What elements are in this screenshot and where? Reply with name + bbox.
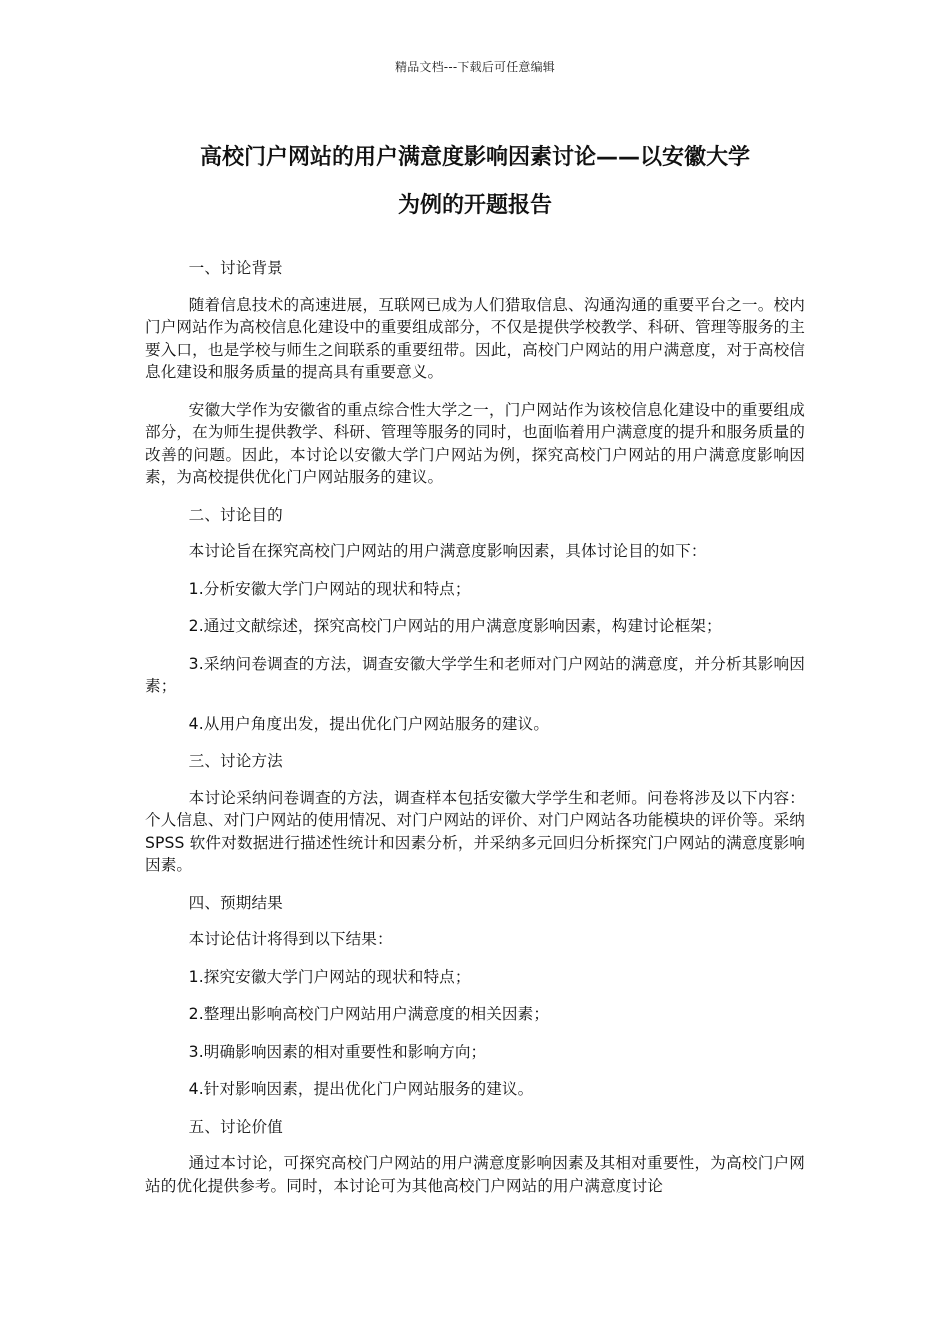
section-heading-background: 一、讨论背景 — [188, 259, 283, 277]
paragraph-background-2: 安徽大学作为安徽省的重点综合性大学之一，门户网站作为该校信息化建设中的重要组成部分，在为师生提供教学、科研、管理等服务的同时，也面临着用户满意度的提升和服务质量的改善的问题。因此，本讨论以安徽大学门户网站为例，探究高校门户网站的用户满意度影响因素，为高校提供优化门户网站服务的建议。 — [145, 400, 805, 486]
paragraph-background-1: 随着信息技术的高速进展，互联网已成为人们猎取信息、沟通沟通的重要平台之一。校内门户网站作为高校信息化建设中的重要组成部分，不仅是提供学校教学、科研、管理等服务的主要入口，也是学校与师生之间联系的重要纽带。因此，高校门户网站的用户满意度，对于高校信息化建设和服务质量的提高具有重要意义。 — [145, 295, 805, 381]
paragraph-value: 通过本讨论，可探究高校门户网站的用户满意度影响因素及其相对重要性，为高校门户网站的优化提供参考。同时，本讨论可为其他高校门户网站的用户满意度讨论 — [145, 1154, 805, 1195]
section-heading-results: 四、预期结果 — [188, 893, 283, 912]
list-item-purpose-2: 2.通过文献综述，探究高校门户网站的用户满意度影响因素，构建讨论框架； — [188, 617, 722, 635]
document-body — [145, 257, 805, 1212]
section-heading-value: 五、讨论价值 — [188, 1117, 283, 1136]
section-heading-method: 三、讨论方法 — [188, 752, 283, 770]
title-line-2: 为例的开题报告 — [397, 193, 552, 218]
title-line-1: 高校门户网站的用户满意度影响因素讨论——以安徽大学 — [199, 145, 750, 170]
list-item-purpose-1: 1.分析安徽大学门户网站的现状和特点； — [188, 579, 471, 598]
document-title — [145, 134, 805, 230]
list-item-purpose-3: 3.采纳问卷调查的方法，调查安徽大学学生和老师对门户网站的满意度，并分析其影响因素； — [145, 654, 805, 695]
list-item-results-2: 2.整理出影响高校门户网站用户满意度的相关因素； — [188, 1005, 550, 1023]
paragraph-purpose-intro: 本讨论旨在探究高校门户网站的用户满意度影响因素，具体讨论目的如下： — [188, 542, 707, 560]
paragraph-results-intro: 本讨论估计将得到以下结果： — [188, 930, 393, 948]
header-note: 精品文档---下载后可任意编辑 — [395, 60, 555, 74]
list-item-results-3: 3.明确影响因素的相对重要性和影响方向； — [188, 1042, 487, 1061]
section-heading-purpose: 二、讨论目的 — [188, 505, 283, 524]
paragraph-method: 本讨论采纳问卷调查的方法，调查样本包括安徽大学学生和老师。问卷将涉及以下内容：个人信息、对门户网站的使用情况、对门户网站的评价、对门户网站各功能模块的评价等。采纳 SPSS 软件对数据进行描述性统计和因素分析，并采纳多元回归分析探究门户网站的满意度影响因素。 — [145, 788, 805, 874]
list-item-results-1: 1.探究安徽大学门户网站的现状和特点； — [188, 967, 471, 986]
list-item-results-4: 4.针对影响因素，提出优化门户网站服务的建议。 — [188, 1080, 534, 1098]
list-item-purpose-4: 4.从用户角度出发，提出优化门户网站服务的建议。 — [188, 714, 550, 733]
